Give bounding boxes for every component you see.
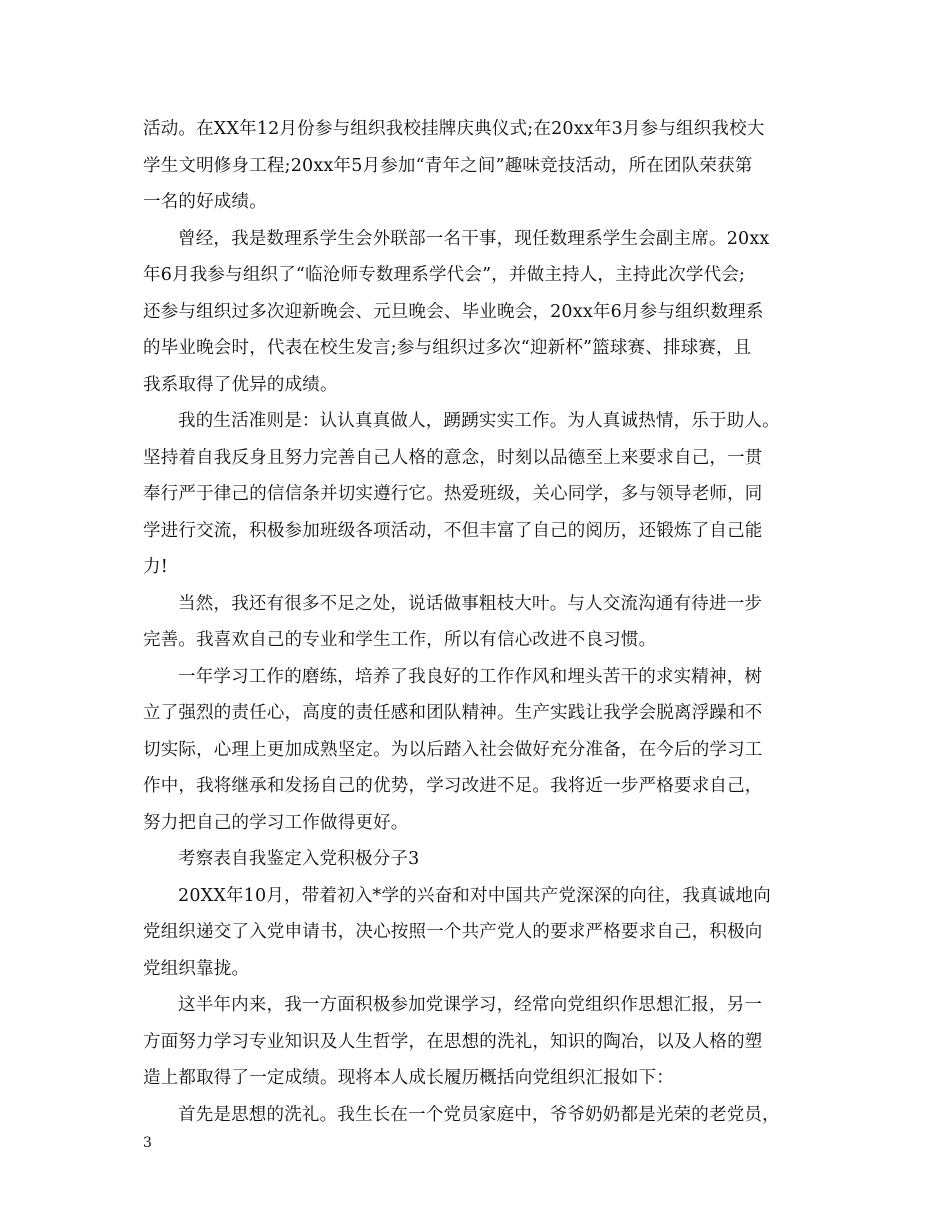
text-line: 曾经，我是数理系学生会外联部一名干事，现任数理系学生会副主席。20xx	[178, 228, 770, 249]
text-line: 坚持着自我反身且努力完善自己人格的意念，时刻以品德至上来要求自己，一贯	[143, 447, 763, 468]
text-line: 一年学习工作的磨练，培养了我良好的工作作风和埋头苦干的求实精神，树	[178, 666, 763, 687]
text-line: 完善。我喜欢自己的专业和学生工作，所以有信心改进不良习惯。	[143, 630, 657, 650]
text-line: 作中，我将继承和发扬自己的优势，学习改进不足。我将近一步严格要求自己，	[143, 776, 763, 796]
text-line: 年6月我参与组织了“临沧师专数理系学代会”，并做主持人，主持此次学代会;	[143, 265, 746, 285]
text-line: 切实际，心理上更加成熟坚定。为以后踏入社会做好充分准备，在今后的学习工	[143, 739, 763, 760]
text-line: 的毕业晚会时，代表在校生发言;参与组织过多次“迎新杯”篮球赛、排球赛，且	[143, 338, 752, 358]
text-line: 还参与组织过多次迎新晚会、元旦晚会、毕业晚会，20xx年6月参与组织数理系	[143, 301, 764, 322]
text-line: 我的生活准则是：认认真真做人，踴踴实实工作。为人真诚热情，乐于助人。	[178, 411, 780, 431]
text-line: 首先是思想的洗礼。我生长在一个党员家庭中，爷爷奶奶都是光荣的老党员，	[178, 1104, 780, 1125]
text-line: 立了强烈的责任心，高度的责任感和团队精神。生产实践让我学会脱离浮躁和不	[143, 703, 763, 723]
text-line: 我系取得了优异的成绩。	[143, 374, 338, 395]
text-line: 奉行严于律己的信信条并切实遵行它。热爱班级，关心同学，多与领导老师，同	[143, 484, 763, 504]
text-line: 学生文明修身工程;20xx年5月参加“青年之间”趣味竞技活动，所在团队荣获第	[143, 155, 753, 176]
text-line: 当然，我还有很多不足之处，说话做事粗枝大叶。与人交流沟通有待进一步	[178, 593, 763, 614]
text-line: 这半年内来，我一方面积极参加党课学习，经常向党组织作思想汇报，另一	[178, 995, 763, 1015]
text-line: 党组织递交了入党申请书，决心按照一个共产党人的要求严格要求自己，积极向	[143, 922, 763, 942]
text-line: 学进行交流，积极参加班级各项活动，不但丰富了自己的阅历，还锻炼了自己能	[143, 520, 763, 541]
text-line: 努力把自己的学习工作做得更好。	[143, 812, 409, 833]
document-body	[143, 111, 825, 1133]
text-line: 20XX年10月，带着初入*学的兴奋和对中国共产党深深的向往，我真诚地向	[178, 885, 771, 906]
text-line: 活动。在XX年12月份参与组织我校挂牌庆典仪式;在20xx年3月参与组织我校大	[143, 119, 765, 139]
page-number: 3	[143, 1135, 152, 1151]
text-line: 一名的好成绩。	[143, 192, 267, 212]
text-line: 力!	[143, 557, 168, 577]
text-line: 造上都取得了一定成绩。现将本人成长履历概括向党组织汇报如下：	[143, 1068, 674, 1088]
text-line: 考察表自我鉴定入党积极分子3	[178, 849, 420, 869]
text-line: 党组织靠拢。	[143, 958, 250, 979]
text-line: 方面努力学习专业知识及人生哲学，在思想的洗礼，知识的陶冶，以及人格的塑	[143, 1031, 763, 1052]
